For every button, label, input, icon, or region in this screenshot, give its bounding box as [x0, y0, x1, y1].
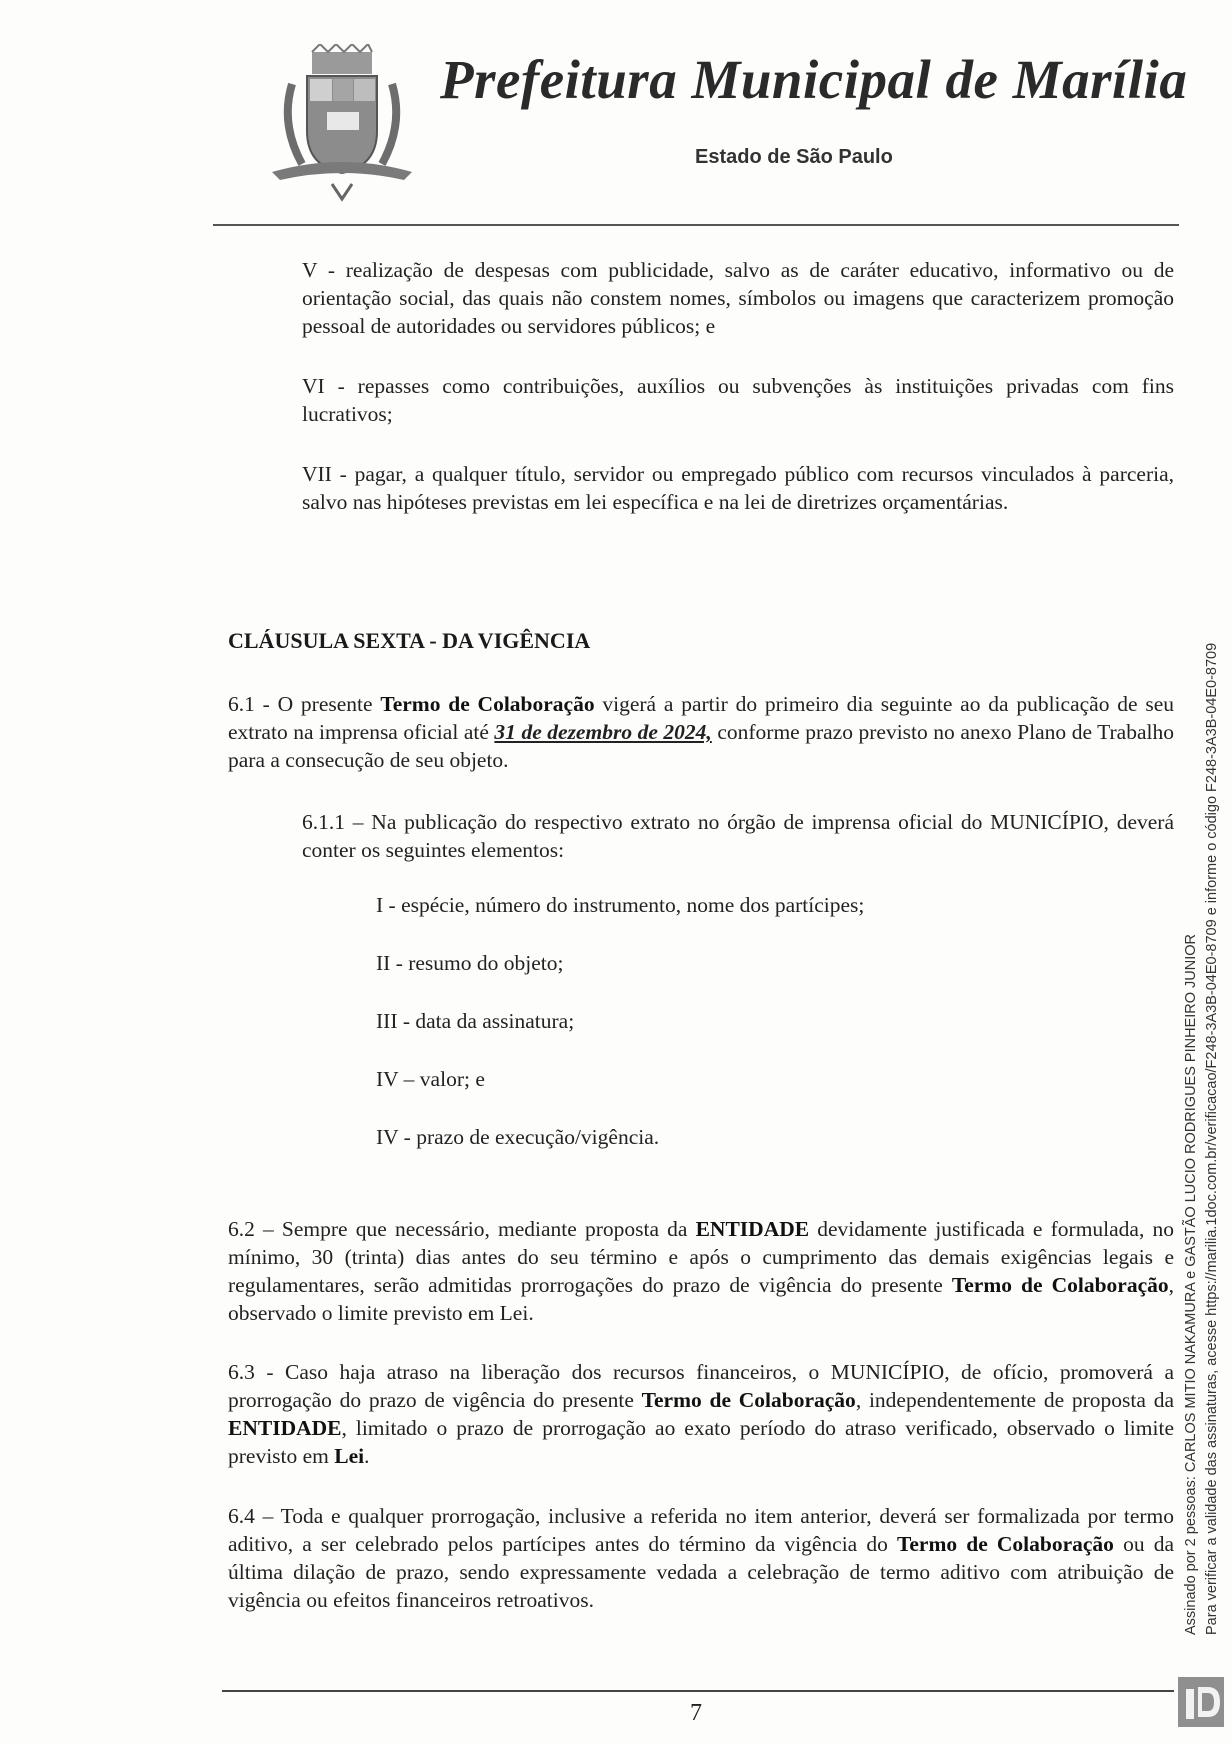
coat-of-arms-icon [262, 44, 422, 204]
element-item: I - espécie, número do instrumento, nome dos partícipes; [376, 893, 865, 917]
item-vii: VII - pagar, a qualquer título, servidor ou empregado público com recursos vinculados à parceria, salvo nas hipóteses previstas em lei específica e na lei de diretrizes orçamentárias. [302, 462, 1174, 514]
verification-link[interactable]: Para verificar a validade das assinaturas, acesse https://marilia.1doc.com.br/verificacao/F248-3A3B-04E0-8709 e informe o código F248-3A3B-04E0-8709 [1204, 642, 1220, 1635]
page-title: Prefeitura Municipal de Marília [440, 49, 1188, 110]
page-number: 7 [690, 1700, 702, 1726]
paragraph-6-3: 6.3 - Caso haja atraso na liberação dos recursos financeiros, o MUNICÍPIO, de ofício, promoverá a prorrogação do prazo de vigência do presente Termo de Colaboração, independentemente de proposta da ENTIDADE, limitado o prazo de prorrogação ao exato período do atraso verificado, observado o limite previsto em Lei. [228, 1360, 1174, 1468]
item-v: V - realização de despesas com publicidade, salvo as de caráter educativo, informativo ou de orientação social, das quais não constem nomes, símbolos ou imagens que caracterizem promoção pessoal de autoridades ou servidores públicos; e [302, 258, 1174, 338]
item-vi: VI - repasses como contribuições, auxílios ou subvenções às instituições privadas com fins lucrativos; [302, 374, 1174, 426]
signature-notice: Assinado por 2 pessoas: CARLOS MITIO NAKAMURA e GASTÃO LUCIO RODRIGUES PINHEIRO JUNIOR [1183, 933, 1199, 1635]
paragraph-6-1: 6.1 - O presente Termo de Colaboração vigerá a partir do primeiro dia seguinte ao da publicação de seu extrato na imprensa oficial até 31 de dezembro de 2024, conforme prazo previsto no anexo Plano de Trabalho para a consecução de seu objeto. [228, 692, 1174, 772]
element-item: II - resumo do objeto; [376, 951, 564, 975]
clause-heading: CLÁUSULA SEXTA - DA VIGÊNCIA [228, 628, 591, 653]
page-subtitle: Estado de São Paulo [695, 146, 893, 168]
header-divider [213, 224, 1179, 226]
element-item: IV – valor; e [376, 1067, 485, 1091]
deadline-date: 31 de dezembro de 2024, [494, 720, 712, 744]
paragraph-6-2: 6.2 – Sempre que necessário, mediante proposta da ENTIDADE devidamente justificada e formulada, no mínimo, 30 (trinta) dias antes do seu término e após o cumprimento das demais exigências legais e regulamentares, serão admitidas prorrogações do prazo de vigência do presente Termo de Colaboração, observado o limite previsto em Lei. [228, 1217, 1175, 1325]
paragraph-6-4: 6.4 – Toda e qualquer prorrogação, inclusive a referida no item anterior, deverá ser formalizada por termo aditivo, a ser celebrado pelos partícipes antes do término da vigência do Termo de Colaboração ou da última dilação de prazo, sendo expressamente vedada a celebração de termo aditivo com atribuição de vigência ou efeitos financeiros retroativos. [228, 1504, 1174, 1612]
paragraph-6-1-1: 6.1.1 – Na publicação do respectivo extrato no órgão de imprensa oficial do MUNICÍPIO, deverá conter os seguintes elementos: [302, 810, 1174, 862]
1doc-logo-icon [1178, 1677, 1224, 1727]
footer-divider [222, 1690, 1174, 1692]
element-item: IV - prazo de execução/vigência. [376, 1125, 660, 1149]
element-item: III - data da assinatura; [376, 1009, 575, 1033]
